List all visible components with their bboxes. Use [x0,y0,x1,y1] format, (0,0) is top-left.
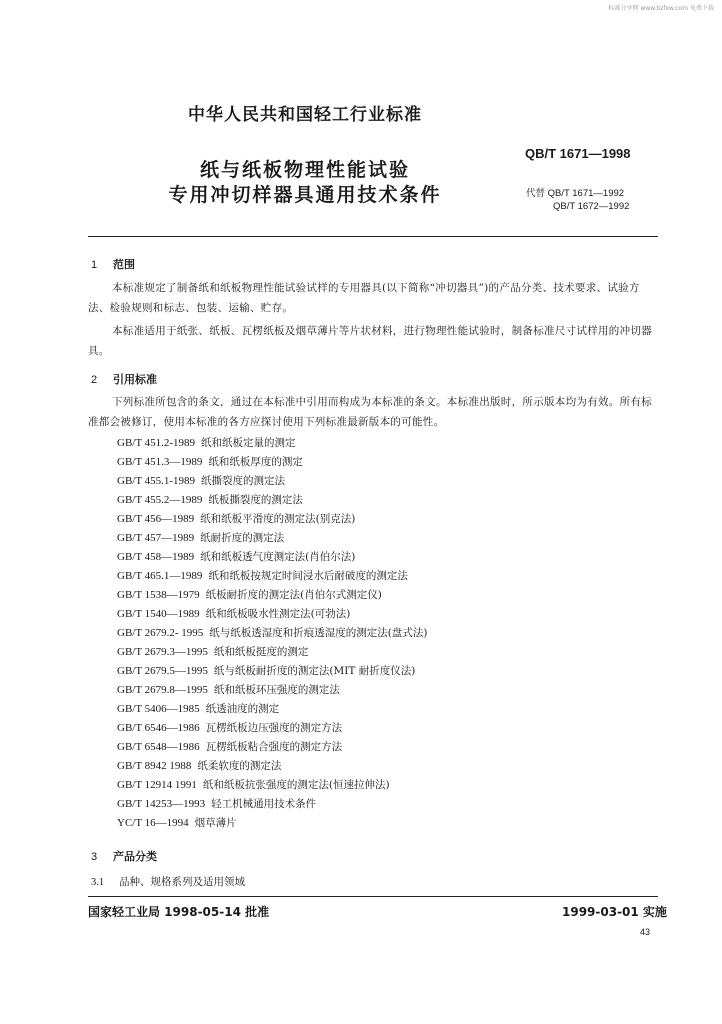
subsection-3-1-heading [91,874,245,889]
subsection-3-1-number: 3.1 [91,877,105,888]
reference-item [117,776,427,795]
reference-item [117,681,427,700]
reference-title: 纸和纸板环压强度的测定法 [213,684,340,696]
replaces-line1: 代替 QB/T 1671—1992 [526,188,625,199]
reference-item [117,719,427,738]
reference-code: GB/T 457—1989 [117,532,195,544]
reference-item [117,586,427,605]
reference-title: 纸和纸板挺度的测定 [213,646,309,658]
reference-item [117,643,427,662]
section-1-title: 范围 [113,258,135,271]
reference-title: 轻工机械通用技术条件 [211,798,317,810]
reference-item [117,472,427,491]
reference-code: GB/T 12914 1991 [117,779,197,791]
section-1-heading [91,256,135,272]
replaces-line2: QB/T 1672—1992 [553,201,630,212]
section-1-number: 1 [91,259,98,271]
reference-item [117,510,427,529]
reference-code: GB/T 8942 1988 [117,760,192,772]
reference-title: 瓦楞纸板边压强度的测定方法 [205,722,343,734]
reference-code: GB/T 451.2-1989 [117,437,196,449]
reference-code: GB/T 465.1—1989 [117,570,203,582]
reference-title: 纸和纸板平滑度的测定法(别克法) [200,513,356,525]
reference-code: GB/T 456—1989 [117,513,195,525]
section-3-number: 3 [91,851,98,863]
reference-title: 纸撕裂度的测定法 [201,475,286,487]
reference-code: GB/T 455.2—1989 [117,494,203,506]
section-2-heading [91,371,157,387]
reference-item [117,757,427,776]
standard-number: QB/T 1671—1998 [525,146,631,161]
subsection-3-1-title: 品种、规格系列及适用领域 [119,876,245,888]
reference-code: GB/T 2679.8—1995 [117,684,208,696]
reference-code: YC/T 16—1994 [117,817,189,829]
organization-title: 中华人民共和国轻工行业标准 [188,105,422,125]
reference-item [117,738,427,757]
reference-item [117,548,427,567]
reference-title: 烟草薄片 [194,817,237,829]
implementation-line: 1999-03-01 实施 [562,905,667,919]
reference-title: 瓦楞纸板粘合强度的测定方法 [205,741,343,753]
section-2-title: 引用标准 [113,373,157,386]
reference-item [117,529,427,548]
section-2-number: 2 [91,374,98,386]
reference-item [117,814,427,833]
reference-title: 纸板撕裂度的测定法 [208,494,303,506]
reference-code: GB/T 2679.3—1995 [117,646,208,658]
reference-item [117,434,427,453]
reference-code: GB/T 1540—1989 [117,608,200,620]
reference-code: GB/T 458—1989 [117,551,195,563]
reference-item [117,453,427,472]
approval-line: 国家轻工业局 1998-05-14 批准 [88,905,270,919]
reference-item [117,567,427,586]
reference-code: GB/T 5406—1985 [117,703,200,715]
reference-title: 纸和纸板吸水性测定法(可勃法) [205,608,351,620]
reference-title: 纸和纸板厚度的测定 [208,456,303,468]
document-title-line1: 纸与纸板物理性能试验 [199,159,410,181]
reference-code: GB/T 6546—1986 [117,722,200,734]
watermark-text: 标准分享网 www.bzfxw.com 免费下载 [608,5,714,12]
reference-title: 纸板耐折度的测定法(肖伯尔式测定仪) [205,589,382,601]
reference-item [117,700,427,719]
reference-title: 纸和纸板按规定时间浸水后耐破度的测定法 [208,570,408,582]
section-3-title: 产品分类 [113,850,157,863]
reference-code: GB/T 451.3—1989 [117,456,203,468]
reference-code: GB/T 455.1-1989 [117,475,196,487]
section-1-paragraph-2: 本标准适用于纸张、纸板、瓦楞纸板及烟草薄片等片状材料，进行物理性能试验时，制备标准尺寸试样用的冲切器具。 [88,325,652,357]
footer-divider [88,896,658,897]
reference-title: 纸和纸板透气度测定法(肖伯尔法) [200,551,356,563]
reference-code: GB/T 2679.2- 1995 [117,627,204,639]
reference-title: 纸和纸板抗张强度的测定法(恒速拉伸法) [202,779,390,791]
reference-item [117,624,427,643]
reference-item [117,491,427,510]
reference-title: 纸和纸板定量的测定 [201,437,296,449]
reference-item [117,605,427,624]
reference-code: GB/T 1538—1979 [117,589,200,601]
document-title-line2: 专用冲切样器具通用技术条件 [168,184,442,206]
reference-title: 纸透油度的测定 [205,703,280,715]
reference-title: 纸耐折度的测定法 [200,532,285,544]
reference-code: GB/T 2679.5—1995 [117,665,208,677]
section-3-heading [91,848,157,864]
reference-item [117,662,427,681]
reference-title: 纸与纸板耐折度的测定法(MIT 耐折度仪法) [213,665,416,677]
reference-title: 纸与纸板透湿度和折痕透湿度的测定法(盘式法) [209,627,428,639]
reference-item [117,795,427,814]
section-2-paragraph-1: 下列标准所包含的条文，通过在本标准中引用而构成为本标准的条文。本标准出版时，所示版本均为有效。所有标准都会被修订，使用本标准的各方应探讨使用下列标准最新版本的可能性。 [88,396,652,428]
page-number: 43 [640,927,651,937]
reference-title: 纸柔软度的测定法 [197,760,282,772]
referenced-standards-list [117,434,427,833]
reference-code: GB/T 14253—1993 [117,798,206,810]
section-1-paragraph-1: 本标准规定了制备纸和纸板物理性能试验试样的专用器具(以下简称“冲切器具”)的产品分类、技术要求、试验方法、检验规则和标志、包装、运输、贮存。 [88,282,640,314]
reference-code: GB/T 6548—1986 [117,741,200,753]
header-divider [88,236,658,237]
